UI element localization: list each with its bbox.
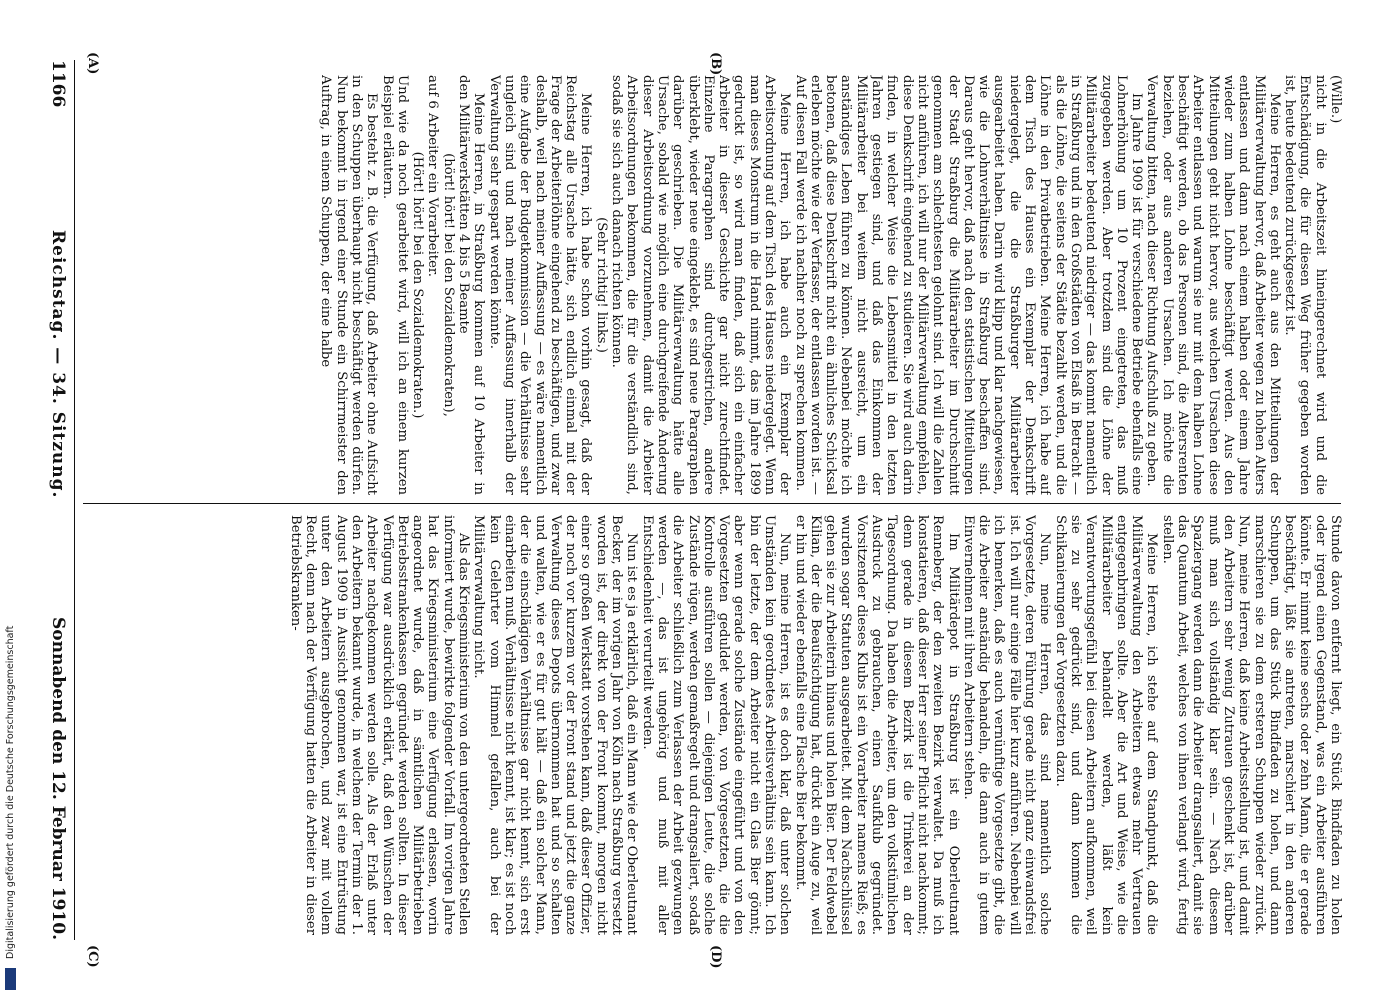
header-date: Sonnabend den 12. Februar 1910. (48, 617, 68, 940)
left-column (81, 75, 1343, 495)
interjection: (Sehr richtig! links.) (593, 217, 609, 353)
paragraph: Meine Herren, es geht auch aus den Mitteilungen der Militärverwaltung hervor, daß Arbeiter wegen zu hohen Alters entlassen und dann nach einem halben oder einem Jahre wieder zum halben Lohne beschäftigt werden. Aus den Mitteilungen geht nicht hervor, aus welchen Ursachen diese Arbeiter entlassen und warum sie nur mit dem halben Lohne beschäftigt werden, ob das Personen sind, die Altersrenten beziehen, oder aus anderen Ursachen. Ich möchte die Verwaltung bitten, nach dieser Richtung Aufschluß zu geben. (1144, 75, 1282, 495)
paragraph: Nun, meine Herren, ist es doch klar, daß unter solchen Umständen kein geordnetes Arbeitsverhältnis sein kann. Ich bin der letzte, der dem Arbeiter nicht ein Glas Bier gönnt; aber wenn gerade solche Zustände eingeführt und von den Vorgesetzten geduldet werden, von Vorgesetzten, die die Kontrolle ausführen sollen — diejenigen Leute, die solche Zustände rügen, werden gemaßregelt und drangsaliert, sodaß die Arbeiter schließlich zum Verlassen der Arbeit gezwungen werden —, das ist ungehörig und muß mit aller Entschiedenheit verurteilt werden. (639, 515, 793, 935)
speaker-tag: (Wille.) (1328, 75, 1343, 124)
dfg-logo (5, 968, 16, 990)
right-column (81, 515, 1343, 935)
paragraph: Als das Kriegsministerium von den untergeordneten Stellen informiert wurde, bewirkte folgender Vorfall. Im vorigen Jahre hat das Kriegsministerium eine Verfügung erlassen, worin angeordnet wurde, daß in sämtlichen Militärbetrieben Betriebsstrankenkassen gegründet werden sollten. In dieser Verfügung war ausdrücklich erklärt, daß den Wünschen der Arbeiter nachgekommen werden solle. Als der Erlaß unter den Arbeitern bekannt wurde, in welchem der Termin der 1. August 1909 in Aussicht genommen war, ist eine Entrüstung unter den Arbeitern ausgebrochen, und zwar mit vollem Recht, denn nach der Verfügung hatten die Arbeiter in dieser Betriebskranken- (287, 515, 472, 935)
paragraph: Und wie da noch gearbeitet wird, will ich an einem kurzen Beispiel erläutern. (379, 75, 410, 495)
column-divider (83, 503, 1341, 504)
paragraph: Im Militärdepot in Straßburg ist ein Oberleutnant Renneberg, der den zweiten Bezirk verwaltet. Da muß ich konstatieren, daß dieser Herr seiner Pflicht nicht nachkommt; denn gerade in diesem Bezirk ist die Trinkerei an der Tagesordnung. Da haben die Arbeiter, um den volkstümlichen Ausdruck zu gebrauchen, einen Saufklub gegründet. Vorsitzender dieses Klubs ist ein Vorarbeiter namens Rieß; es wurden sogar Statuten ausgearbeitet. Mit dem Nachschlüssel gehen sie zur Arbeiterin hinaus und holen Bier. Der Feldwebel Kilian, der die Beaufsichtigung hat, drückt ein Auge zu, weil er hin und wieder ebenfalls eine Flasche Bier bekommt. (792, 515, 961, 935)
interjection: (hört! hört! bei den Sozialdemokraten), (440, 153, 456, 417)
margin-marker-a: (A) (85, 52, 100, 75)
paragraph: Nun ist es ja erklärlich, daß ein Mann wie der Oberleutnant Becker, der im vorigen Jahr von Köln nach Straßburg versetzt worden ist, der direkt von der Front kommt, morgen nicht einer so großen Werkstatt vorstehen kann, daß dieser Offizier, der noch vor kurzem vor der Front stand und jetzt die ganze Verwaltung dieses Depots übernommen hat und so schalten und walten, wie er es für gut hält — daß ein solcher Mann, der die einschlägigen Verhältnisse gar nicht kennt, sich erst einarbeiten muß. Verhältnisse nicht kennt, ist klar; es ist noch kein Gelehrter vom Himmel gefallen, auch bei der Militärverwaltung nicht. (471, 515, 640, 935)
header-rule (74, 60, 75, 940)
margin-marker-d: (D) (708, 945, 723, 969)
margin-marker-b: (B) (708, 52, 723, 76)
paragraph: Meine Herren, ich stehe auf dem Standpunkt, daß die Militärverwaltung den Arbeitern etwas mehr Vertrauen entgegenbringen sollte. Aber die Art und Weise, wie die Militärarbeiter behandelt werden, läßt kein Verantwortungsgefühl bei diesen Arbeitern aufkommen, weil sie zu sehr gedrückt sind, und dann kommen die Schikanierungen der Vorgesetzten dazu. (1052, 515, 1160, 935)
interjection: (Hört! hört! bei den Sozialdemokraten.) (410, 151, 426, 419)
page-header (42, 60, 68, 940)
paragraph: nicht in die Arbeitszeit hineingerechnet wird und die Entschädigung, die für diesen Weg früher gegeben worden ist, heute bedeutend zurückgesetzt ist. (1282, 75, 1328, 495)
paragraph: auf 6 Arbeiter ein Vorarbeiter. (425, 75, 441, 277)
paragraph: Nun, meine Herren, das sind namentlich solche Vorgesetzte, deren Führung gerade nicht ganz einwandsfrei ist. Ich will nur einige Fälle hier kurz anführen. Nebenbei will ich bemerken, daß es auch vernünftige Vorgesetzte gibt, die die Arbeiter anständig behandeln, die dann auch in gutem Einvernehmen mit ihren Arbeitern stehen. (960, 515, 1053, 935)
paragraph: Meine Herren, ich habe auch ein Exemplar der Arbeitsordnung auf dem Tisch des Hauses niedergelegt. Wenn man dieses Monstrum in die Hand nimmt, das im Jahre 1899 gedruckt ist, so wird man finden, daß sich ein einfacher Arbeiter in dieser Geschichte gar nicht zurechtfindet. Einzelne Paragraphen sind durchgestrichen, andere überklebt, wieder neue eingeklebt, es sind neue Paragraphen darüber geschrieben. Die Militärverwaltung hätte alle Ursache, sobald wie möglich eine durchgreifende Änderung dieser Arbeitsordnung vorzunehmen, damit die Arbeiter Arbeitsordnungen bekommen, die für die verständlich sind, sodaß sie sich auch danach richten können. (609, 75, 793, 495)
paragraph: Meine Herren, ich habe schon vorhin gesagt, daß der Reichstag alle Ursache hätte, sich endlich einmal mit der Frage der Arbeiterlöhne eingehend zu beschäftigen, und zwar deshalb, weil nach meiner Auffassung — es wäre namentlich eine Aufgabe der Budgetkommission — die Verhältnisse sehr ungleich sind und nach meiner Auffassung innerhalb der Verwaltung sehr gespart werden könnte. (486, 75, 594, 495)
paragraph: Im Jahre 1909 ist für verschiedene Betriebe ebenfalls eine Lohnerhöhung um 10 Prozent eingetreten, das muß zugegeben werden. Aber trotzdem sind die Löhne der Militärarbeiter bedeutend niedriger — das kommt namentlich in Straßburg und in den Großstädten von Elsaß in Betracht — als die Löhne, die seitens der Städte bezahlt werden, und die Löhne in den Privatbetrieben. Meine Herren, ich habe auf dem Tisch des Hauses ein Exemplar der Denkschrift niedergelegt, die die Straßburger Militärarbeiter ausgearbeitet haben. Darin wird klipp und klar nachgewiesen, wie die Lohnverhältnisse in Straßburg beschaffen sind. Daraus geht hervor, daß nach den statistischen Mitteilungen der Stadt Straßburg die Militärarbeiter im Durchschnitt genommen am schlechtesten gelohnt sind. Ich will die Zahlen nicht anführen, ich will nur der Militärverwaltung empfehlen, diese Denkschrift eingehend zu studieren. Sie wird auch darin finden, in welcher Weise die Lebensmittel in den letzten Jahren gestiegen sind, und daß das Einkommen der Militärarbeiter bei weitem nicht ausreicht, um ein anständiges Leben führen zu können. Nebenbei möchte ich betonen, daß diese Denkschrift nicht ein ähnliches Schicksal erleben möchte wie der Verfasser, der entlassen worden ist. — Auf diesen Fall werde ich nachher noch zu sprechen kommen. (792, 75, 1145, 495)
side-footer-text: Digitalisierung gefördert durch die Deutsche Forschungsgemeinschaft (5, 625, 16, 959)
paragraph: Es besteht z. B. die Verfügung, daß Arbeiter ohne Aufsicht in den Schuppen überhaupt nicht beschäftigt werden dürfen. Nun bekommt in irgend einer Stunde ein Schirrmeister den Auftrag, in einem Schuppen, der eine halbe (318, 75, 380, 495)
page-number: 1166 (48, 60, 68, 108)
header-session: Reichstag. — 34. Sitzung. (48, 230, 68, 499)
margin-marker-c: (C) (85, 945, 100, 968)
paragraph: Meine Herren, in Straßburg kommen auf 10 Arbeiter in den Militärwerkstätten 4 bis 5 Beamte (456, 75, 487, 495)
paragraph: Stunde davon entfernt liegt, ein Stück Bindfaden zu holen oder irgend einen Gegenstand, was ein Arbeiter ausführen könnte. Er nimmt keine sechs oder zehn Mann, die er gerade beschäftigt, läßt sie antreten, marschiert in den anderen Schuppen, um das Stück Bindfaden zu holen, und dann marschieren sie zu dem ersteren Schuppen wieder zurück. Nun, meine Herren, daß keine Arbeitsstellung ist, und damit den Arbeitern sehr wenig Zutrauen geschenkt ist, darüber muß man sich vollständig klar sein. — Nach diesem Spaziergang werden dann die Arbeiter drangsaliert, damit sie das Quantum Arbeit, welches von ihnen verlangt wird, fertig stellen. (1159, 515, 1343, 935)
side-footer (5, 510, 19, 990)
